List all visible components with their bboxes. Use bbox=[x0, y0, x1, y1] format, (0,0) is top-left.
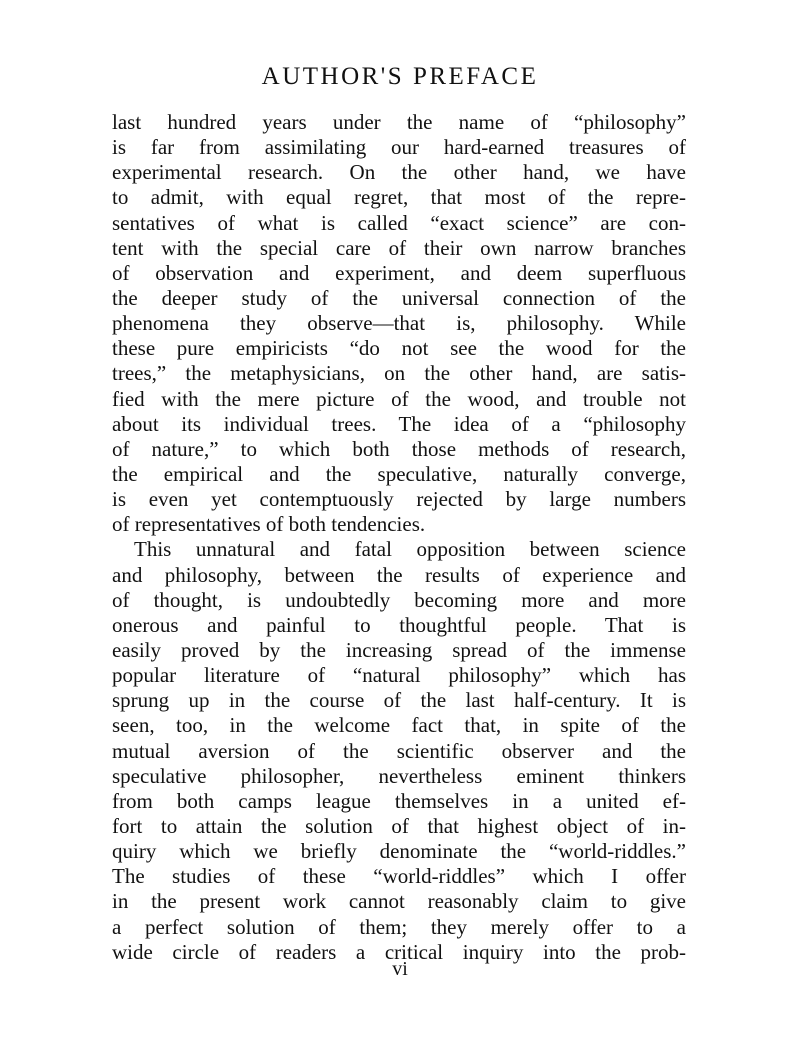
text-line: wide circle of readers a critical inquiry into the prob- bbox=[112, 939, 686, 964]
text-line: onerous and painful to thoughtful people. That is bbox=[112, 612, 686, 637]
text-line: about its individual trees. The idea of a “philosophy bbox=[112, 411, 686, 436]
text-line: quiry which we briefly denominate the “world-riddles.” bbox=[112, 839, 686, 864]
text-line: of observation and experiment, and deem superfluous bbox=[112, 260, 686, 285]
text-line: This unnatural and fatal opposition between science bbox=[134, 537, 686, 562]
text-line: of thought, is undoubtedly becoming more and more bbox=[112, 587, 686, 612]
text-line: tent with the special care of their own narrow branches bbox=[112, 235, 686, 260]
text-line: the empirical and the speculative, naturally converge, bbox=[112, 461, 686, 486]
text-line: fied with the mere picture of the wood, and trouble not bbox=[112, 386, 686, 411]
text-line: last hundred years under the name of “philosophy” bbox=[112, 110, 686, 134]
text-line: of nature,” to which both those methods of research, bbox=[112, 436, 686, 461]
text-line: is far from assimilating our hard-earned treasures of bbox=[112, 135, 686, 160]
text-line: these pure empiricists “do not see the wood for the bbox=[112, 336, 686, 361]
paragraph-1 bbox=[112, 110, 686, 537]
text-line: a perfect solution of them; they merely offer to a bbox=[112, 914, 686, 939]
text-line: mutual aversion of the scientific observer and the bbox=[112, 738, 686, 763]
running-head: AUTHOR'S PREFACE bbox=[261, 63, 539, 90]
text-line: fort to attain the solution of that highest object of in- bbox=[112, 813, 686, 838]
text-line: sprung up in the course of the last half-century. It is bbox=[112, 688, 686, 713]
paragraph-2 bbox=[112, 537, 686, 964]
text-line: easily proved by the increasing spread of the immense bbox=[112, 637, 686, 662]
text-line: speculative philosopher, nevertheless eminent thinkers bbox=[112, 763, 686, 788]
text-line: popular literature of “natural philosophy” which has bbox=[112, 663, 686, 688]
text-line: and philosophy, between the results of experience and bbox=[112, 562, 686, 587]
text-line: from both camps league themselves in a united ef- bbox=[112, 788, 686, 813]
text-line: The studies of these “world-riddles” which I offer bbox=[112, 864, 686, 889]
page-number: vi bbox=[392, 958, 408, 980]
text-line: seen, too, in the welcome fact that, in spite of the bbox=[112, 713, 686, 738]
text-line: sentatives of what is called “exact science” are con- bbox=[112, 210, 686, 235]
text-line: to admit, with equal regret, that most of the repre- bbox=[112, 185, 686, 210]
text-line: of representatives of both tendencies. bbox=[112, 512, 426, 537]
text-line: phenomena they observe—that is, philosophy. While bbox=[112, 311, 686, 336]
text-line: trees,” the metaphysicians, on the other hand, are satis- bbox=[112, 361, 686, 386]
text-line: in the present work cannot reasonably claim to give bbox=[112, 889, 686, 914]
body-text bbox=[112, 110, 686, 965]
text-line: the deeper study of the universal connection of the bbox=[112, 285, 686, 310]
text-line: is even yet contemptuously rejected by large numbers bbox=[112, 487, 686, 512]
text-line: experimental research. On the other hand, we have bbox=[112, 160, 686, 185]
